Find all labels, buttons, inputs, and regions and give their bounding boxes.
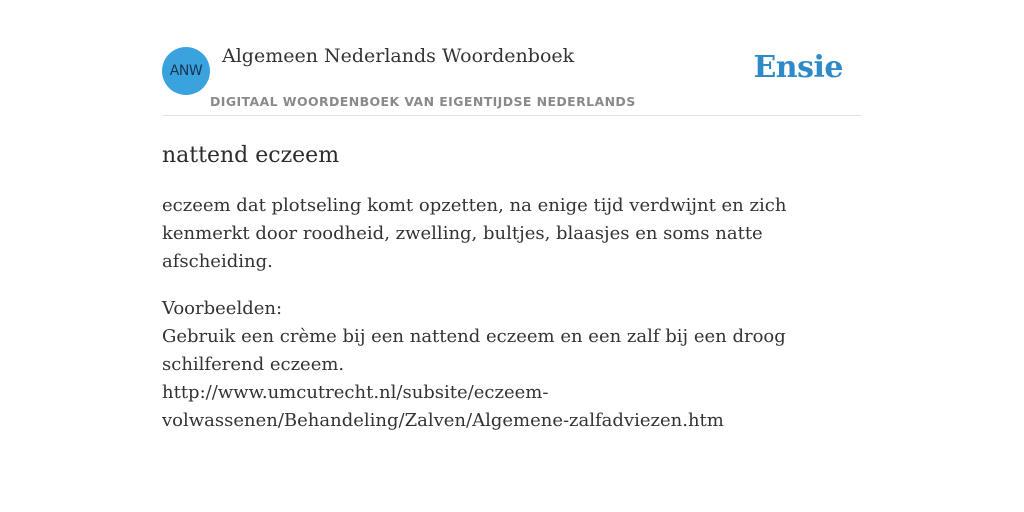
anw-logo[interactable]: [162, 47, 210, 95]
site-header: [162, 0, 862, 116]
example-sentence: Gebruik een crème bij een nattend eczeem en een zalf bij een droog schilferend eczeem.: [162, 326, 786, 375]
content-container: [162, 0, 862, 435]
entry-definition: eczeem dat plotseling komt opzetten, na enige tijd verdwijnt en zich kenmerkt door roodheid, zwelling, bultjes, blaasjes en soms natte afscheiding.: [162, 195, 787, 272]
examples-label: Voorbeelden:: [162, 298, 283, 319]
anw-logo-text: ANW: [169, 63, 203, 79]
ensie-brand-link[interactable]: Ensie: [753, 50, 843, 85]
entry-title: nattend eczeem: [162, 143, 340, 168]
example-source: http://www.umcutrecht.nl/subsite/eczeem-volwassenen/Behandeling/Zalven/Algemene-zalfadviezen.htm: [162, 382, 724, 431]
site-title[interactable]: Algemeen Nederlands Woordenboek: [222, 45, 575, 67]
site-subtitle: DIGITAAL WOORDENBOEK VAN EIGENTIJDSE NEDERLANDS: [210, 94, 636, 109]
examples-section: [162, 295, 862, 435]
